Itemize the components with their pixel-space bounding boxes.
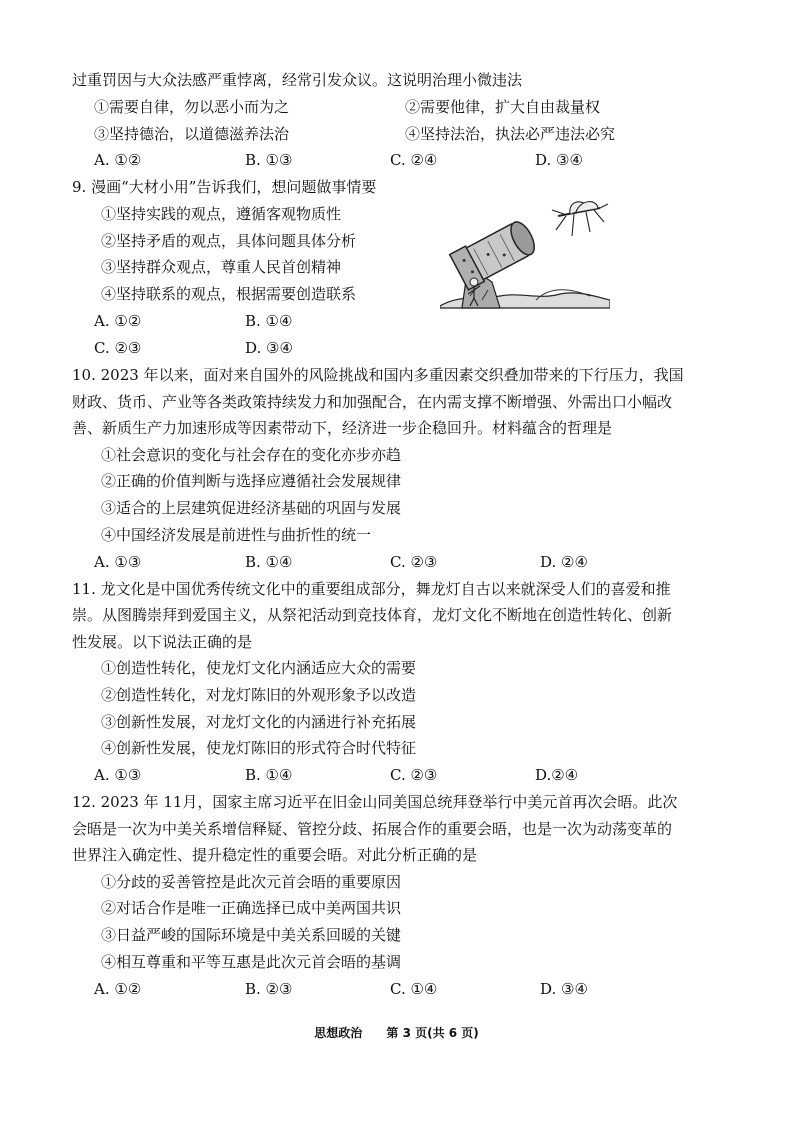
- q8-option-a: A. ①②: [94, 151, 142, 169]
- q9-item-1: ①坚持实践的观点，遵循客观物质性: [101, 205, 342, 223]
- q10-option-c: C. ②③: [390, 553, 438, 571]
- q12-stem-line-3: 世界注入确定性、提升稳定性的重要会晤。对此分析正确的是: [72, 846, 478, 864]
- q12-item-2: ②对话合作是唯一正确选择已成中美两国共识: [101, 899, 402, 917]
- q9-option-d: D. ③④: [245, 339, 293, 357]
- q12-item-4: ④相互尊重和平等互惠是此次元首会晤的基调: [101, 953, 402, 971]
- q10-stem-line-3: 善、新质生产力加速形成等因素带动下，经济进一步企稳回升。材料蕴含的哲理是: [72, 419, 613, 437]
- q9-item-2: ②坚持矛盾的观点，具体问题具体分析: [101, 232, 357, 250]
- q10-option-a: A. ①③: [94, 553, 142, 571]
- q11-item-3: ③创新性发展，对龙灯文化的内涵进行补充拓展: [101, 713, 417, 731]
- q11-option-a: A. ①③: [94, 766, 142, 784]
- q8-item-3: ③坚持德治，以道德滋养法治: [94, 125, 290, 143]
- q8-stem-tail: 过重罚因与大众法感严重悖离，经常引发众议。这说明治理小微违法: [72, 71, 523, 89]
- q8-item-2: ②需要他律，扩大自由裁量权: [405, 98, 601, 116]
- q8-option-c: C. ②④: [390, 151, 438, 169]
- q8-item-4: ④坚持法治，执法必严违法必究: [405, 125, 616, 143]
- q11-stem-line-3: 性发展。以下说法正确的是: [72, 633, 253, 651]
- page-footer: [0, 1024, 793, 1041]
- q10-stem-line-2: 财政、货币、产业等各类政策持续发力和加强配合，在内需支撑不断增强、外需出口小幅改: [72, 393, 673, 411]
- q11-stem-line-1: 11. 龙文化是中国优秀传统文化中的重要组成部分，舞龙灯自古以来就深受人们的喜爱和推: [72, 580, 671, 598]
- q8-item-1: ①需要自律，勿以恶小而为之: [94, 98, 290, 116]
- q10-item-4: ④中国经济发展是前进性与曲折性的统一: [101, 526, 372, 544]
- q9-option-a: A. ①②: [94, 312, 142, 330]
- footer-page-number: 第 3 页(共 6 页): [386, 1026, 479, 1040]
- footer-subject: 思想政治: [314, 1026, 363, 1040]
- q9-item-4: ④坚持联系的观点，根据需要创造联系: [101, 285, 357, 303]
- q11-option-b: B. ①④: [245, 766, 293, 784]
- q12-item-1: ①分歧的妥善管控是此次元首会晤的重要原因: [101, 873, 402, 891]
- q12-stem-line-1: 12. 2023 年 11月，国家主席习近平在旧金山同美国总统拜登举行中美元首再次会晤。此次: [72, 793, 678, 811]
- q9-item-3: ③坚持群众观点，尊重人民首创精神: [101, 258, 342, 276]
- q10-item-3: ③适合的上层建筑促进经济基础的巩固与发展: [101, 499, 402, 517]
- q12-option-a: A. ①②: [94, 980, 142, 998]
- q10-item-1: ①社会意识的变化与社会存在的变化亦步亦趋: [101, 446, 402, 464]
- q11-stem-line-2: 崇。从图腾崇拜到爱国主义，从祭祀活动到竞技体育，龙灯文化不断地在创造性转化、创新: [72, 606, 673, 624]
- q9-option-b: B. ①④: [245, 312, 293, 330]
- q11-item-4: ④创新性发展，使龙灯陈旧的形式符合时代特征: [101, 739, 417, 757]
- q11-option-d: D.②④: [535, 766, 579, 784]
- cartoon-cannon-mosquito-illustration: [440, 196, 610, 314]
- q11-option-c: C. ②③: [390, 766, 438, 784]
- q9-option-c: C. ②③: [94, 339, 142, 357]
- q12-option-b: B. ②③: [245, 980, 293, 998]
- q12-option-d: D. ③④: [540, 980, 588, 998]
- q10-stem-line-1: 10. 2023 年以来，面对来自国外的风险挑战和国内多重因素交织叠加带来的下行压力，我国: [72, 366, 684, 384]
- q9-stem: 9. 漫画“大材小用”告诉我们，想问题做事情要: [72, 178, 377, 196]
- q10-option-d: D. ②④: [540, 553, 588, 571]
- q10-option-b: B. ①④: [245, 553, 293, 571]
- q8-option-d: D. ③④: [535, 151, 583, 169]
- q12-item-3: ③日益严峻的国际环境是中美关系回暖的关键: [101, 926, 402, 944]
- q8-option-b: B. ①③: [245, 151, 293, 169]
- q10-item-2: ②正确的价值判断与选择应遵循社会发展规律: [101, 472, 402, 490]
- q12-option-c: C. ①④: [390, 980, 438, 998]
- q11-item-2: ②创造性转化，对龙灯陈旧的外观形象予以改造: [101, 686, 417, 704]
- q12-stem-line-2: 会晤是一次为中美关系增信释疑、管控分歧、拓展合作的重要会晤，也是一次为动荡变革的: [72, 820, 673, 838]
- q11-item-1: ①创造性转化，使龙灯文化内涵适应大众的需要: [101, 659, 417, 677]
